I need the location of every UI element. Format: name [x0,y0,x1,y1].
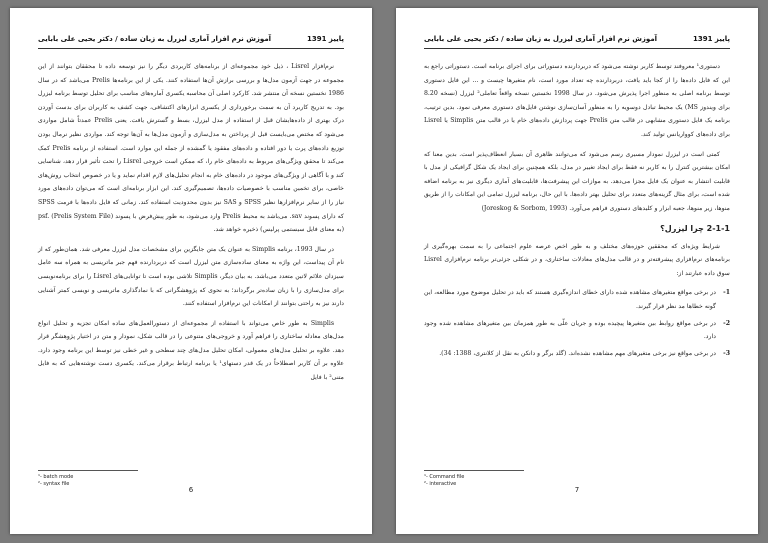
section-heading: 2-1-1 چرا لیزرل؟ [660,223,730,233]
paragraph: شرایط ویژه‌ای که محققین حوزه‌های مختلف و به طور اخص عرصه علوم اجتماعی را به سمت بهره‌گیری از برنامه‌های نرم‌افزاری پیشرفته‌تر و در قالب مدل‌های معادلات ساختاری، و در شکلی جزئی‌تر برنامه نرم‌افزاری Lisrel سوق داده عبارتند از: [424,242,730,277]
footnote: ²- syntax file [38,481,70,487]
list-item-text: در برخی مواقع نیز برخی متغیرهای مهم مشاهده نشده‌اند. (گلد برگر و دانکن به نقل از کلانتری، 1388: 34). [439,349,716,357]
footnote: ²- interactive [424,481,457,487]
header-title: آموزش نرم افزار آماری لیزرل به زبان ساده / دکتر یحیی علی بابایی [38,35,272,43]
page-number: 7 [574,486,580,494]
page-header [424,34,730,49]
paragraph: Simplis به طور خاص می‌تواند با استفاده از مجموعه‌ای از دستورالعمل‌های ساده امکان تجزیه و تحلیل انواع مدل‌های معادله ساختاری را فراهم آورد و خروجی‌های متنوعی را در قالب شکل، نمودار و متن در اختیار پژوهشگر قرار دهد. علاوه بر تحلیل مدل‌های معمولی، امکان تحلیل مدل‌های چند سطحی و غیر خطی نیز توسط این برنامه وجود دارد. علاوه بر آن کاربر اصطلاحاً در یک قدر دستهای¹ یا برنامه ارتباط برقرار می‌کند. یکسری دست نوشته‌هایی که به فایل متنی² با فایل [38,319,344,382]
footnote-divider [424,470,524,471]
paragraph: در سال 1993، برنامه Simplis به عنوان یک متن جایگزین برای مشخصات مدل لیزرل معرفی شد. همان‌طور که از نام آن پیداست، این واژه به معنای ساده‌سازی متن لیزرل است که دربردارنده فهم جبر ماتریسی به همراه سه عامل سیزدان علائم لاتین متعدد می‌باشد. به بیان دیگر، Simplis تلاشی بوده است تا توانایی‌های Lisrel را برای برنامه‌نویسی برای مدل‌سازی را با زبان ساده‌تر برگرداند؛ به نحوی که پژوهشگرانی که با نمادگذاری ماتریسی و نویسی کمتر آشنایی دارند نیز به راحتی بتوانند از امکانات این نرم‌افزار استفاده کنند. [38,245,344,308]
list-item-text: در برخی مواقع متغیرهای مشاهده شده دارای خطای اندازه‌گیری هستند که باید در تحلیل موضوع مورد مطالعه، این گونه خطاها مد نظر قرار گیرند. [424,289,716,310]
list-item-text: در برخی مواقع روابط بین متغیرها پیچیده بوده و جریان علّی به طور همزمان بین متغیرهای مشاهده شده وجود دارد. [424,319,716,341]
page-body [424,60,730,363]
header-season: پاییز 1391 [692,35,730,43]
numbered-list [424,286,730,360]
paragraph: نرم‌افزار Lisrel ، ذیل خود مجموعه‌ای از برنامه‌های کاربردی دیگر را نیز توسعه داده تا محققان بتوانند از این مجموعه در جهت آزمون مدل‌ها و بررسی برازش آن‌ها استفاده کنند. یکی از این برنامه‌ها Prelis می‌باشد که در سال 1986 نخستین نسخه آن منتشر شد. کارکرد اصلی آن محاسبه یکسری آماره‌های مناسب برای تحلیل توسط برنامه لیزرل بود. به تدریج کاربرد آن به سمت برخورداری از یکسری ابزارهای اکتشافی، جهت کشف به کاربران برای بدست آوردن درک بهتری از داده‌هایشان قبل از استفاده از مدل لیزرل، بسط و گسترش یافت. یعنی Prelis عمدتاً شامل مواردی می‌شود که مختص می‌بایست قبل از پرداختن به مدل‌سازی و آزمون مدل‌ها به آن‌ها توجه کند. مواردی نظیر نرمال بودن توزیع داده‌های پرت یا دور افتاده و داده‌های مفقود یا گمشده از جمله این موارد است. استفاده از برنامه Prelis کمک می‌کند تا محقق ویژگی‌های مربوط به داده‌های خام را، که ممکن است خروجی Lisrel را تحت تأثیر قرار دهد، شناسایی کند و با آگاهی از ویژگی‌های موجود در داده‌های خام به انجام تحلیل‌های لازم اقدام نماید و یا در خصوص انتخاب روش‌های خاصی، برای تخمین مناسب با خصوصیات داده‌ها، تصمیم‌گیری کند. این ابزار برنامه‌ای است که می‌توان داده‌های مورد نیاز را از سایر نرم‌افزارها نظیر SPSS و SAS نیز بدون محدودیت استفاده کند. زمانی که فایل داده‌ها با فرمت SPSS که دارای پسوند sav. می‌باشد به محیط Prelis وارد می‌شود، به طور پیش‌فرض با پسوند psf. (Prelis System File) (به معنای فایل سیستمی پرلیس) ذخیره خواهد شد. [38,63,345,234]
document-page-right [396,8,758,534]
header-title: آموزش نرم افزار آماری لیزرل به زبان ساده / دکتر یحیی علی بابایی [424,35,658,43]
page-header [38,34,344,49]
header-season: پاییز 1391 [306,35,344,43]
list-item [424,317,730,344]
page-body [38,60,344,391]
list-item-number: 2- [723,319,730,327]
paragraph: کمتی است در لیزرل نمودار مسیری رسم می‌شود که می‌توانند ظاهری آن بسیار انعطاف‌پذیر است. بدین معنا که امکان بیشترین کنترل را به کاربر نه فقط برای ایجاد تغییر در مدل، بلکه همچنین برای ایجاد یک شکل گرافیکی از مدل با قابلیت انتشار به عنوان یک فایل مجزا می‌دهد. به موازات این پیشرفت‌ها، قابلیت‌های آماری دیگری نیز به برنامه اضافه شده است، برای مثال گزینه‌های متعدد برای تحلیل بهتر داده‌ها. با این حال، برنامه لیزرل تمامی این امکانات را از طریق منوها، زیر منوها، جعبه ابزار و کلیدهای دستوری فراهم می‌آورد. (Joreskog & Sorbom, 1993) [424,150,730,212]
list-item [424,347,730,361]
page-number: 6 [188,486,194,494]
footnote-divider [38,470,138,471]
list-item-number: 1- [723,289,730,297]
footnote: ¹- batch mode [38,474,74,480]
list-item [424,286,730,313]
list-item-number: 3- [723,349,730,357]
footnote: ¹- Command file [424,474,465,480]
document-page-left [10,8,372,534]
paragraph: دستوری¹ معروفند توسط کاربر نوشته می‌شود که دربردارنده دستوراتی برای اجرای برنامه است. دستوراتی راجع به این که فایل داده‌ها را از کجا باید یافت، دربردارنده چه تعداد مورد است، نام متغیرها چیست و ... این فایل دستوری توسط برنامه اصلی به منظور اجرا پذیرش می‌شود. در سال 1998 نخستین نسخه واقعاً تعاملی² لیزرل (نسخه 8.20 برای ویندوز MS) یک محیط تبادل دوسویه را به منظور آسان‌سازی نوشتن فایل‌های دستوری معرفی نمود. بدین ترتیب، برنامه یک فایل دستوری مشابهی در قالب متن Prelis جهت پردازش داده‌های خام یا در قالب متن Simplis یا Lisrel برای داده‌های کوواریانس تولید کند. [424,63,730,138]
